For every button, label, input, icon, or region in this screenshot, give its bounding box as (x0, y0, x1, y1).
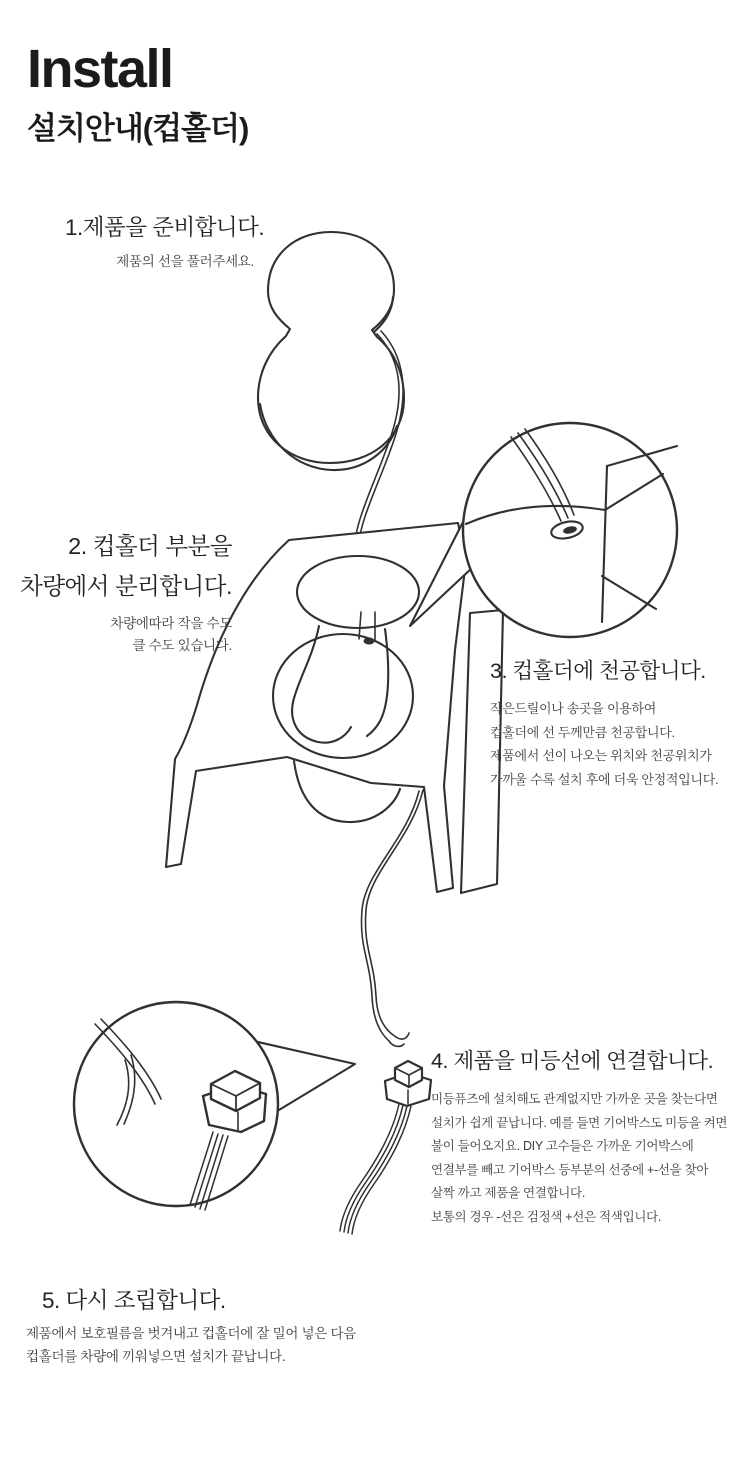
step-4-line-5: 살짝 까고 제품을 연결합니다. (431, 1186, 585, 1201)
step-2-heading (16, 526, 232, 606)
step-5-line-2: 컵홀더를 차량에 끼워넣으면 설치가 끝납니다. (26, 1348, 286, 1364)
page-subtitle: 설치안내(컵홀더) (27, 111, 249, 146)
step-2-note (16, 613, 232, 657)
step-4-description (431, 1088, 727, 1230)
step-4-line-6: 보통의 경우 -선은 검정색 +선은 적색입니다. (431, 1209, 662, 1224)
step-1-heading: 1.제품을 준비합니다. (65, 215, 265, 240)
step-3-heading: 3. 컵홀더에 천공합니다. (490, 659, 706, 683)
step-3-description (490, 697, 718, 791)
step-4-heading: 4. 제품을 미등선에 연결합니다. (431, 1049, 714, 1073)
step-5-heading: 5. 다시 조립합니다. (42, 1288, 226, 1313)
drilled-hole-dot (364, 638, 375, 645)
step-3-line-4: 가까울 수록 설치 후에 더욱 안정적입니다. (490, 771, 719, 787)
step-3-line-2: 컵홀더에 선 두께만큼 천공합니다. (490, 724, 675, 740)
step-4-line-4: 연결부를 빼고 기어박스 등부분의 선중에 +-선을 찾아 (431, 1162, 709, 1177)
step-4 (431, 1044, 727, 1230)
step-4-line-1: 미등퓨즈에 설치해도 관계없지만 가까운 곳을 찾는다면 (431, 1092, 718, 1106)
step-3-line-3: 제품에서 선이 나오는 위치와 천공위치가 (490, 748, 712, 763)
step-2-heading-line-2: 차량에서 분리합니다. (20, 573, 232, 599)
step-3 (490, 654, 718, 791)
step-1-note: 제품의 선을 풀러주세요. (116, 254, 254, 269)
step-5-description (26, 1323, 356, 1368)
step-5-line-1: 제품에서 보호필름을 벗겨내고 컵홀더에 잘 밀어 넣은 다음 (26, 1326, 356, 1341)
step-2-heading-line-1: 2. 컵홀더 부분을 (68, 533, 232, 559)
page-title: Install (27, 39, 173, 99)
step-2-note-line-1: 차량에따라 작을 수도 (110, 616, 232, 631)
step-4-line-2: 설치가 쉽게 끝납니다. 예를 들면 기어박스도 미등을 켜면 (431, 1115, 728, 1130)
power-plug-connector-drawing (340, 1061, 431, 1234)
step-2 (16, 526, 232, 657)
step-2-note-line-2: 클 수도 있습니다. (132, 638, 232, 653)
step-4-line-3: 불이 들어오지요. DIY 고수들은 가까운 기어박스에 (431, 1139, 694, 1154)
step-3-line-1: 작은드릴이나 송곳을 이용하여 (490, 701, 656, 716)
wire-connector-detail-bubble (74, 1002, 355, 1210)
